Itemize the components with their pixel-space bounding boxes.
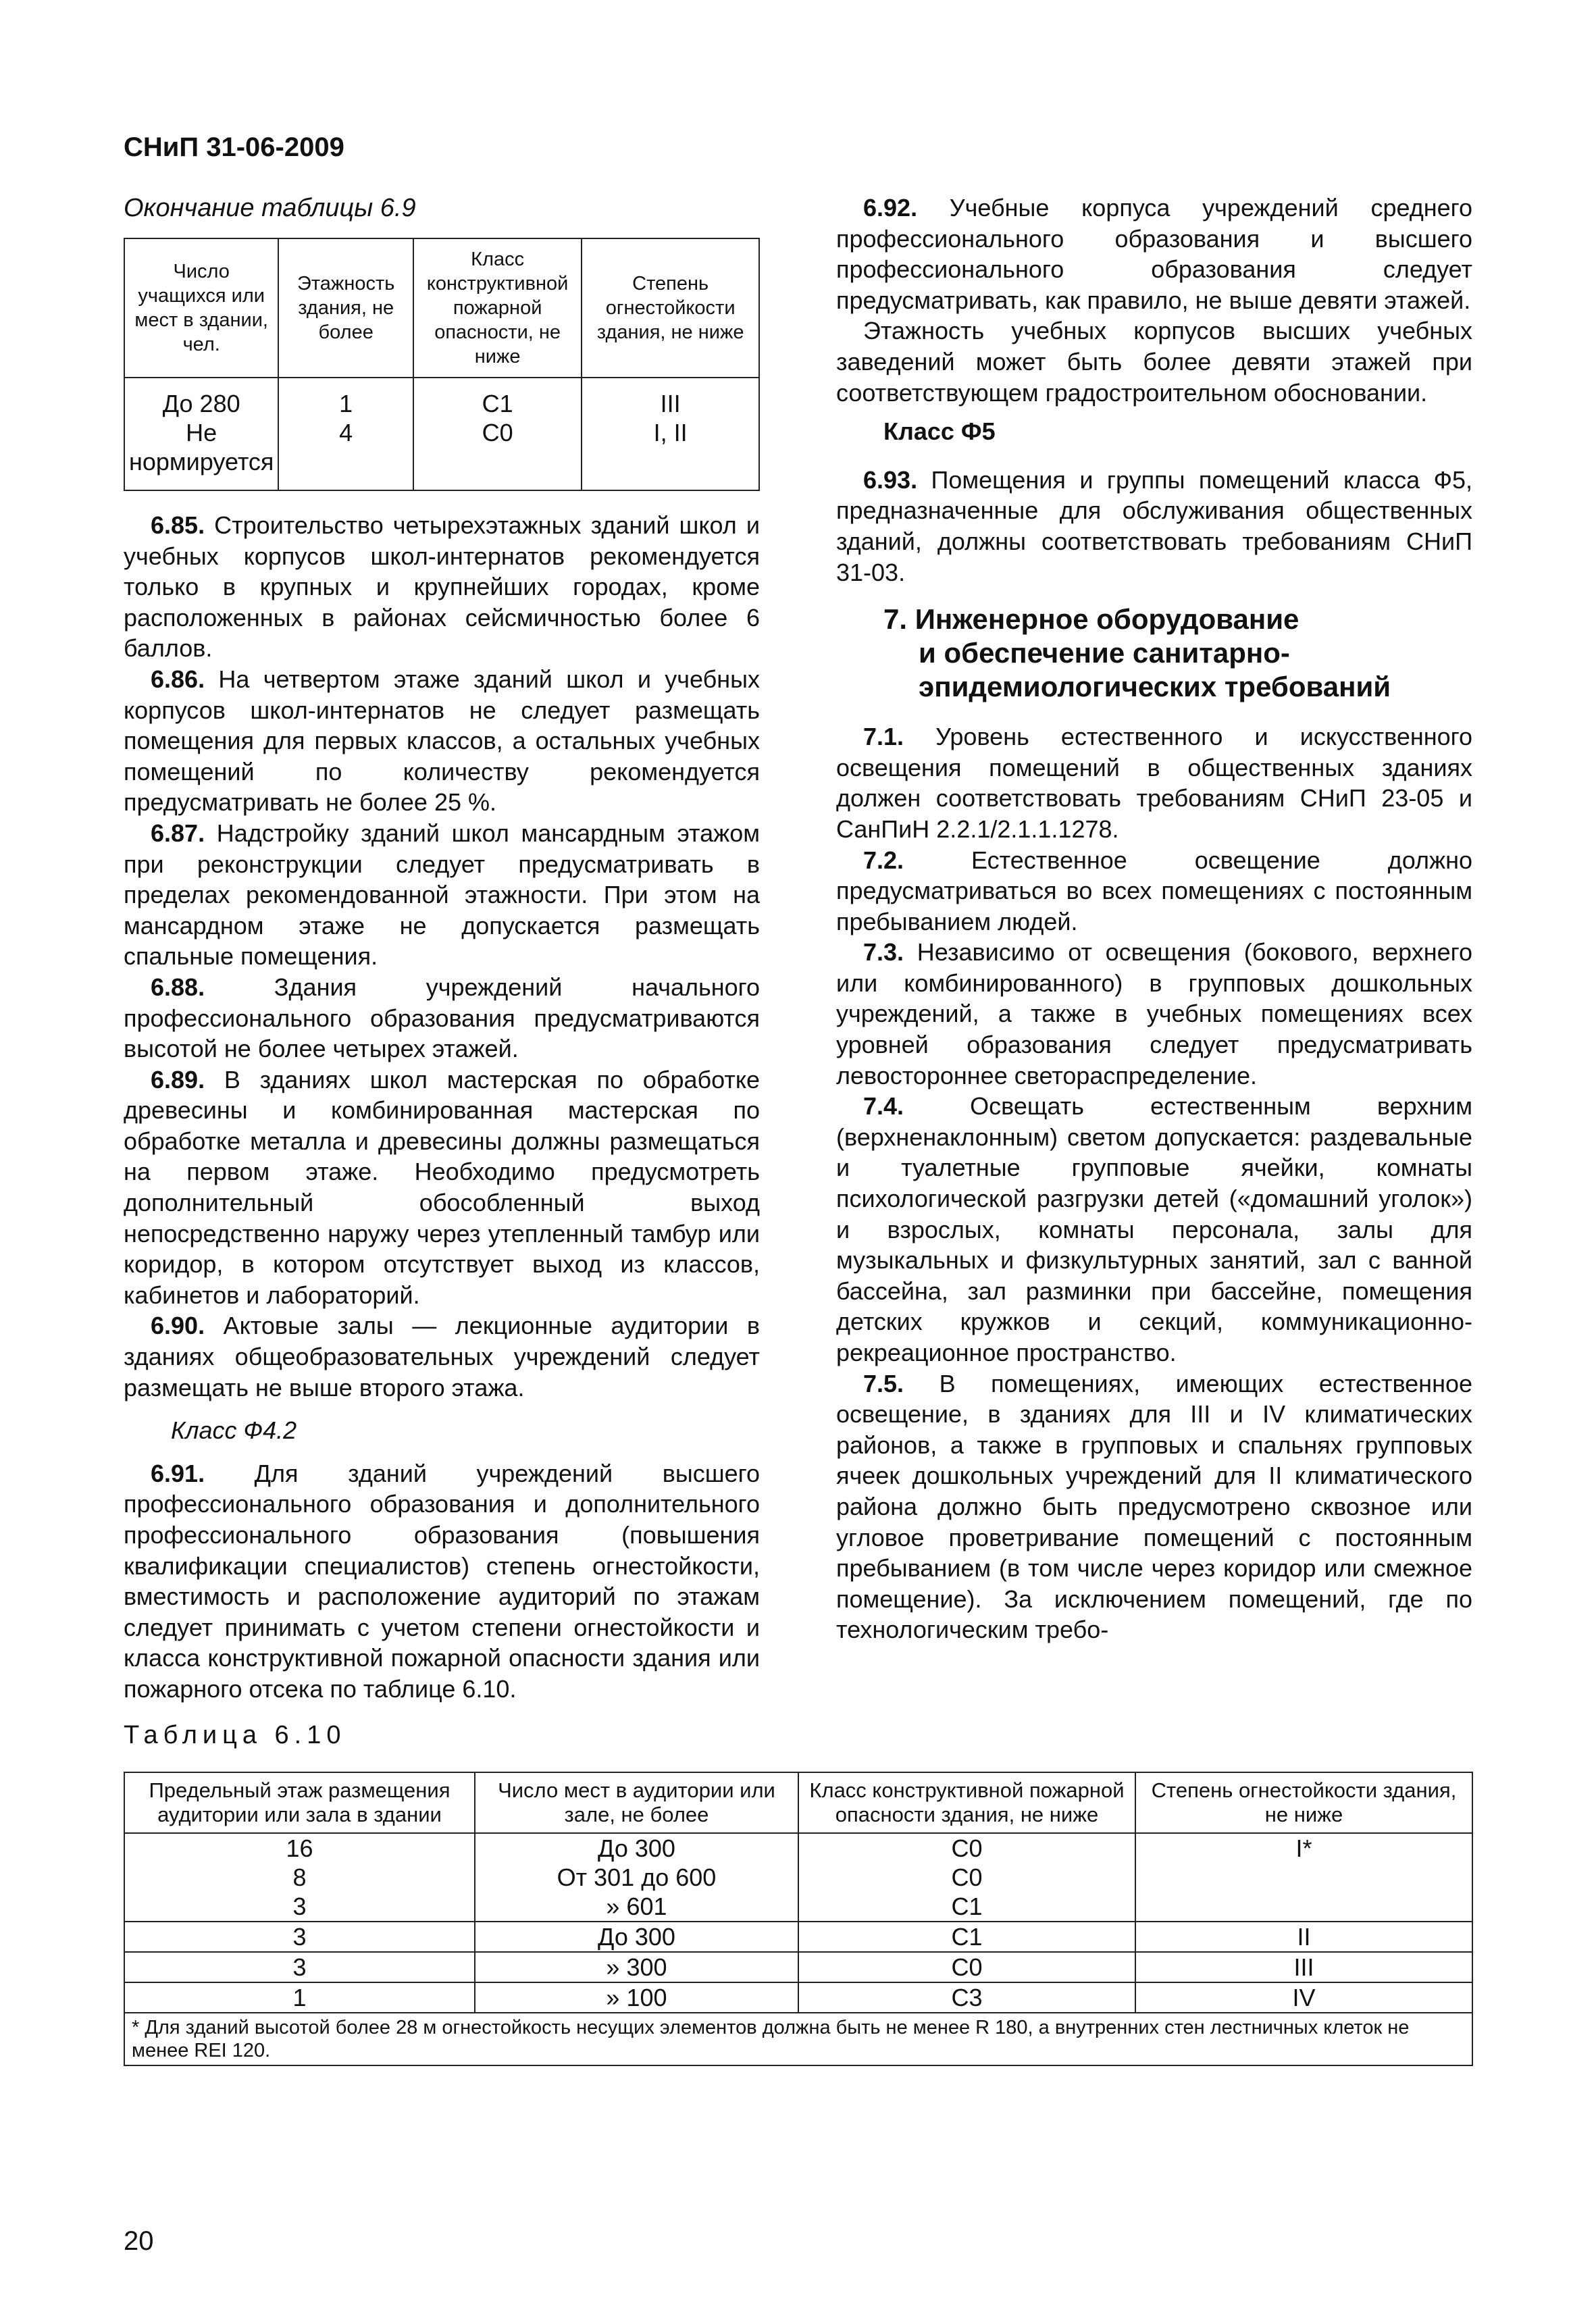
paragraph-text: Помещения и группы помещений класса Ф5, предназначенные для обслуживания общественных зданий, должны соответствовать требованиям СНиП 31-03. (836, 465, 1472, 586)
paragraph-6-86 (124, 664, 760, 818)
cell-line: 4 (339, 419, 353, 446)
table-cell (582, 378, 759, 490)
class-f4-2-heading: Класс Ф4.2 (171, 1416, 297, 1445)
table-header-row (124, 1772, 1472, 1833)
clause-number: 6.85. (151, 511, 205, 539)
table-footnote-row (124, 2013, 1472, 2065)
table-row (124, 378, 759, 490)
paragraph-text: Строительство четырехэтажных зданий школ и учебных корпусов школ-интернатов рекомендуется только в крупных и крупнейших городах, кроме расположенных в районах сейсмичностью более 6 баллов. (124, 511, 760, 663)
paragraph-text: Естественное освещение должно предусматриваться во всех помещениях с постоянным пребыванием людей. (836, 846, 1472, 935)
paragraph-6-92-continued: Этажность учебных корпусов высших учебных заведений может быть более девяти этажей при соответствующем градостроительном обосновании. (836, 317, 1472, 407)
cell-line: I, II (653, 419, 688, 446)
section-7-heading (836, 602, 1472, 704)
paragraph-text: В зданиях школ мастерская по обработке древесины и комбинированная мастерская по обработке металла и древесины должны размещаться на первом этаже. Необходимо предусмотреть дополнительный обособленный выход непосредственно наружу через утепленный тамбур или коридор, в котором отсутствует выход из классов, кабинетов и лабораторий. (124, 1065, 760, 1309)
table-header-row (124, 238, 759, 378)
right-column (836, 192, 1472, 1645)
document-code-header: СНиП 31-06-2009 (124, 132, 344, 162)
table-cell: С3 (798, 1982, 1135, 2013)
table-cell (124, 1833, 475, 1922)
table-cell (124, 378, 278, 490)
clause-number: 6.92. (863, 194, 918, 222)
table-cell: » 100 (475, 1982, 798, 2013)
paragraph-text: Для зданий учреждений высшего профессионального образования и дополнительного профессионального образования (повышения квалификации специалистов) степень огнестойкости, вместимость и расположение аудиторий по этажам следует принимать с учетом степени огнестойкости и класса конструктивной пожарной опасности здания или пожарного отсека по таблице 6.10. (124, 1459, 760, 1703)
cell-line: С1 (482, 390, 513, 417)
paragraph-text: Здания учреждений начального профессионального образования предусматриваются высотой не более четырех этажей. (124, 973, 760, 1063)
paragraph-7-4 (836, 1091, 1472, 1368)
cell-line: 8 (292, 1863, 307, 1891)
table-cell: До 300 (475, 1922, 798, 1952)
clause-number: 7.2. (863, 846, 904, 874)
paragraph-text: Освещать естественным верхним (верхненаклонным) светом допускается: раздевальные и туалетные групповые ячейки, комнаты психологической разгрузки детей («домашний уголок») и взрослых, комнаты персонала, залы для музыкальных и физкультурных занятий, зал с ванной бассейна, зал разминки при бассейне, помещения детских кружков и секций, коммуникационно-рекреационное пространство. (836, 1092, 1472, 1366)
cell-line: С0 (951, 1863, 983, 1891)
table-cell (1135, 1833, 1472, 1922)
table-cell: IV (1135, 1982, 1472, 2013)
table-cell: 1 (124, 1982, 475, 2013)
cell-line: Не нормируется (129, 419, 274, 475)
paragraph-6-91 (124, 1458, 760, 1705)
clause-number: 7.1. (863, 723, 904, 751)
paragraph-6-88 (124, 972, 760, 1064)
table-cell: С0 (798, 1952, 1135, 1982)
table-row (124, 1952, 1472, 1982)
cell-line: От 301 до 600 (557, 1863, 717, 1891)
table-6-10 (124, 1772, 1473, 2066)
paragraph-6-85 (124, 510, 760, 664)
clause-number: 6.90. (151, 1312, 205, 1340)
cell-line: I* (1295, 1834, 1312, 1862)
cell-line: 1 (339, 390, 353, 417)
table-cell: С1 (798, 1922, 1135, 1952)
clause-number: 7.5. (863, 1369, 904, 1397)
table-6-9 (124, 238, 760, 491)
clause-number: 6.91. (151, 1459, 205, 1487)
table-header-cell: Число мест в аудитории или зале, не более (475, 1772, 798, 1833)
table-cell: » 300 (475, 1952, 798, 1982)
left-column (124, 510, 760, 1705)
table-row (124, 1982, 1472, 2013)
paragraph-6-93 (836, 465, 1472, 588)
table-cell: III (1135, 1952, 1472, 1982)
clause-number: 6.86. (151, 665, 205, 693)
table-cell: 3 (124, 1952, 475, 1982)
section-heading-line: и обеспечение санитарно-эпидемиологических требований (919, 637, 1391, 703)
paragraph-7-5 (836, 1368, 1472, 1645)
table-6-9-caption: Окончание таблицы 6.9 (124, 194, 416, 222)
table-header-cell: Степень огнестойкости здания, не ниже (582, 238, 759, 378)
table-footnote: * Для зданий высотой более 28 м огнестойкость несущих элементов должна быть не менее R 180, а внутренних стен лестничных клеток не менее REI 120. (124, 2013, 1472, 2065)
table-header-cell: Класс конструктивной пожарной опасности, не ниже (413, 238, 582, 378)
table-cell: II (1135, 1922, 1472, 1952)
paragraph-6-92 (836, 192, 1472, 315)
cell-line: С1 (951, 1893, 983, 1920)
table-row (124, 1922, 1472, 1952)
cell-line: До 280 (162, 390, 240, 417)
table-cell (413, 378, 582, 490)
table-header-cell: Степень огнестойкости здания, не ниже (1135, 1772, 1472, 1833)
clause-number: 6.93. (863, 465, 918, 494)
paragraph-6-87 (124, 818, 760, 972)
paragraph-text: Уровень естественного и искусственного освещения помещений в общественных зданиях должен соответствовать требованиям СНиП 23-05 и СанПиН 2.2.1/2.1.1.1278. (836, 723, 1472, 843)
cell-line: С0 (482, 419, 513, 446)
paragraph-text: Надстройку зданий школ мансардным этажом при реконструкции следует предусматривать в пределах рекомендованной этажности. При этом на мансардном этаже не допускается размещать спальные помещения. (124, 819, 760, 971)
section-heading-line: 7. Инженерное оборудование (883, 603, 1299, 636)
table-6-10-caption: Таблица 6.10 (124, 1721, 346, 1749)
clause-number: 6.87. (151, 819, 205, 847)
page-number: 20 (124, 2226, 154, 2256)
clause-number: 6.89. (151, 1065, 205, 1094)
table-cell (798, 1833, 1135, 1922)
class-f5-heading: Класс Ф5 (883, 417, 996, 446)
paragraph-text: В помещениях, имеющих естественное освещение, в зданиях для III и IV климатических районов, а также в групповых и спальнях групповых ячеек дошкольных учреждений для II климатического района должно быть предусмотрено сквозное или угловое проветривание помещений с постоянным пребыванием (в том числе через коридор или смежное помещение). За исключением помещений, где по технологическим требо- (836, 1369, 1472, 1644)
paragraph-6-89 (124, 1064, 760, 1311)
table-header-cell: Класс конструктивной пожарной опасности здания, не ниже (798, 1772, 1135, 1833)
cell-line: » 601 (606, 1893, 667, 1920)
cell-line: III (660, 390, 681, 417)
table-header-cell: Число учащихся или мест в здании, чел. (124, 238, 278, 378)
table-row-group (124, 1833, 1472, 1922)
table-cell: 3 (124, 1922, 475, 1952)
table-cell (475, 1833, 798, 1922)
cell-line: С0 (951, 1834, 983, 1862)
table-header-cell: Предельный этаж размещения аудитории или зала в здании (124, 1772, 475, 1833)
table-header-cell: Этажность здания, не более (278, 238, 413, 378)
paragraph-text: Независимо от освещения (бокового, верхнего или комбинированного) в групповых дошкольных учреждений, а также в учебных помещениях всех уровней образования следует предусматривать левостороннее светораспределение. (836, 938, 1472, 1089)
paragraph-7-2 (836, 845, 1472, 937)
paragraph-7-3 (836, 937, 1472, 1091)
clause-number: 7.3. (863, 938, 904, 967)
cell-line: 16 (286, 1834, 313, 1862)
clause-number: 6.88. (151, 973, 205, 1001)
paragraph-7-1 (836, 721, 1472, 844)
cell-line: 3 (292, 1893, 307, 1920)
paragraph-text: Учебные корпуса учреждений среднего профессионального образования и высшего профессионального образования следует предусматривать, как правило, не выше девяти этажей. (836, 194, 1472, 314)
cell-line: До 300 (598, 1834, 675, 1862)
paragraph-text: На четвертом этаже зданий школ и учебных корпусов школ-интернатов не следует размещать помещения для первых классов, а остальных учебных помещений по количеству рекомендуется предусматривать не более 25 %. (124, 665, 760, 817)
paragraph-text: Актовые залы — лекционные аудитории в зданиях общеобразовательных учреждений следует размещать не выше второго этажа. (124, 1312, 760, 1402)
clause-number: 7.4. (863, 1092, 904, 1121)
paragraph-6-90 (124, 1310, 760, 1403)
table-cell (278, 378, 413, 490)
